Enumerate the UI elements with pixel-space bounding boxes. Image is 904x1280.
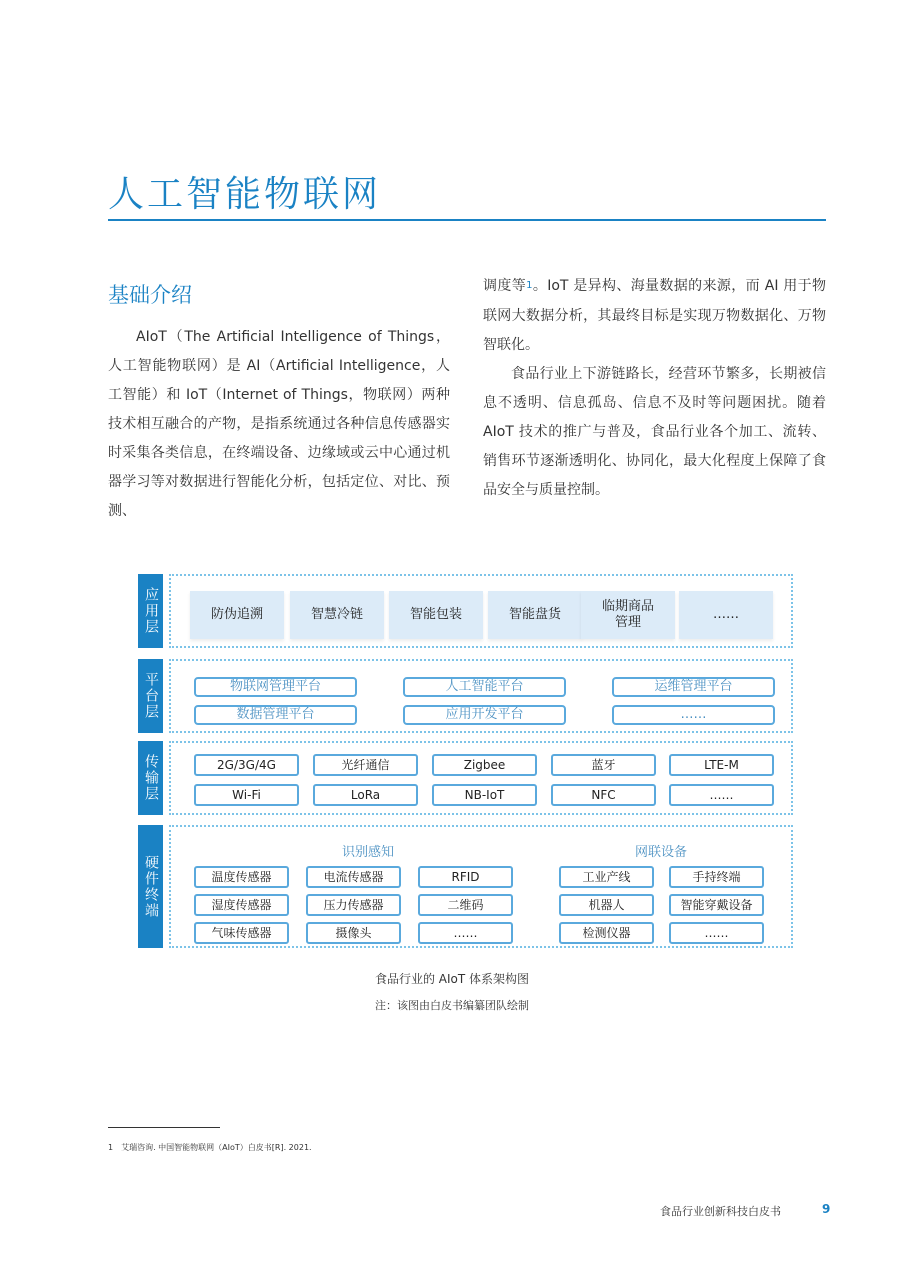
app-item-more: …… bbox=[679, 591, 773, 639]
intro-paragraph: AIoT（The Artificial Intelligence of Things，人工智能物联网）是 AI（Artificial Intelligence，人工智能）和 IoT（Internet of Things，物联网）两种技术相互融合的产物，是指系统通过各种信息传感器实时采集各类信息，在终端设备、边缘域或云中心通过机器学习等对数据进行智能化分析，包括定位、对比、预测、 bbox=[108, 329, 450, 519]
diagram-note: 注：该图由白皮书编纂团队绘制 bbox=[375, 999, 529, 1012]
hw-item-current-sensor: 电流传感器 bbox=[306, 866, 401, 888]
app-item-smart-packaging: 智能包装 bbox=[389, 591, 483, 639]
title-divider bbox=[108, 219, 826, 221]
hw-item-odor-sensor: 气味传感器 bbox=[194, 922, 289, 944]
right-column bbox=[483, 272, 826, 505]
hw-item-production-line: 工业产线 bbox=[559, 866, 654, 888]
hardware-group-sensing: 识别感知 bbox=[341, 845, 394, 860]
layer-label-application: 应用层 bbox=[138, 574, 163, 648]
food-industry-paragraph: 食品行业上下游链路长，经营环节繁多，长期被信息不透明、信息孤岛、信息不及时等问题困扰。随着 AIoT 技术的推广与普及，食品行业各个加工、流转、销售环节逐渐透明化、协同化，最大化程度上保障了食品安全与质量控制。 bbox=[483, 366, 826, 498]
footnote: 1 艾瑞咨询. 中国智能物联网（AIoT）白皮书[R]. 2021. bbox=[108, 1143, 312, 1152]
hw-item-detection-instrument: 检测仪器 bbox=[559, 922, 654, 944]
app-item-smart-inventory: 智能盘货 bbox=[488, 591, 582, 639]
hw-item-handheld-terminal: 手持终端 bbox=[669, 866, 764, 888]
footer-document-title: 食品行业创新科技白皮书 bbox=[660, 1205, 781, 1218]
footnote-ref[interactable]: 1 bbox=[526, 280, 533, 291]
platform-item-app-dev: 应用开发平台 bbox=[403, 705, 566, 725]
page-number: 9 bbox=[822, 1202, 831, 1216]
continued-text-start: 调度等 bbox=[483, 278, 527, 294]
transport-item-cellular: 2G/3G/4G bbox=[194, 754, 299, 776]
hw-item-robot: 机器人 bbox=[559, 894, 654, 916]
hw-item-temperature-sensor: 温度传感器 bbox=[194, 866, 289, 888]
hw-item-right-more: …… bbox=[669, 922, 764, 944]
footnote-divider bbox=[108, 1127, 220, 1128]
transport-item-lora: LoRa bbox=[313, 784, 418, 806]
hw-item-rfid: RFID bbox=[418, 866, 513, 888]
section-heading: 基础介绍 bbox=[108, 283, 192, 307]
hw-item-wearable: 智能穿戴设备 bbox=[669, 894, 764, 916]
hw-item-qr-code: 二维码 bbox=[418, 894, 513, 916]
transport-item-nb-iot: NB-IoT bbox=[432, 784, 537, 806]
platform-item-iot-management: 物联网管理平台 bbox=[194, 677, 357, 697]
layer-label-hardware: 硬件终端 bbox=[138, 825, 163, 948]
transport-item-fiber: 光纤通信 bbox=[313, 754, 418, 776]
continued-text-rest: 。IoT 是异构、海量数据的来源，而 AI 用于物联网大数据分析，其最终目标是实现万物数据化、万物智联化。 bbox=[483, 278, 826, 353]
hw-item-humidity-sensor: 湿度传感器 bbox=[194, 894, 289, 916]
app-item-expiring-goods: 临期商品 管理 bbox=[581, 591, 675, 639]
platform-item-more: …… bbox=[612, 705, 775, 725]
platform-item-ai: 人工智能平台 bbox=[403, 677, 566, 697]
transport-item-lte-m: LTE-M bbox=[669, 754, 774, 776]
transport-item-nfc: NFC bbox=[551, 784, 656, 806]
hw-item-camera: 摄像头 bbox=[306, 922, 401, 944]
platform-item-data: 数据管理平台 bbox=[194, 705, 357, 725]
layer-label-platform: 平台层 bbox=[138, 659, 163, 733]
hardware-group-connected: 网联设备 bbox=[634, 845, 687, 860]
diagram-caption: 食品行业的 AIoT 体系架构图 bbox=[374, 972, 530, 986]
transport-item-more: …… bbox=[669, 784, 774, 806]
left-column bbox=[108, 323, 450, 526]
platform-item-ops: 运维管理平台 bbox=[612, 677, 775, 697]
transport-item-zigbee: Zigbee bbox=[432, 754, 537, 776]
hw-item-left-more: …… bbox=[418, 922, 513, 944]
hw-item-pressure-sensor: 压力传感器 bbox=[306, 894, 401, 916]
app-item-cold-chain: 智慧冷链 bbox=[290, 591, 384, 639]
transport-item-bluetooth: 蓝牙 bbox=[551, 754, 656, 776]
layer-label-transport: 传输层 bbox=[138, 741, 163, 815]
continued-paragraph bbox=[483, 272, 826, 360]
app-item-anti-counterfeit: 防伪追溯 bbox=[190, 591, 284, 639]
transport-item-wifi: Wi-Fi bbox=[194, 784, 299, 806]
page-title: 人工智能物联网 bbox=[108, 174, 382, 215]
